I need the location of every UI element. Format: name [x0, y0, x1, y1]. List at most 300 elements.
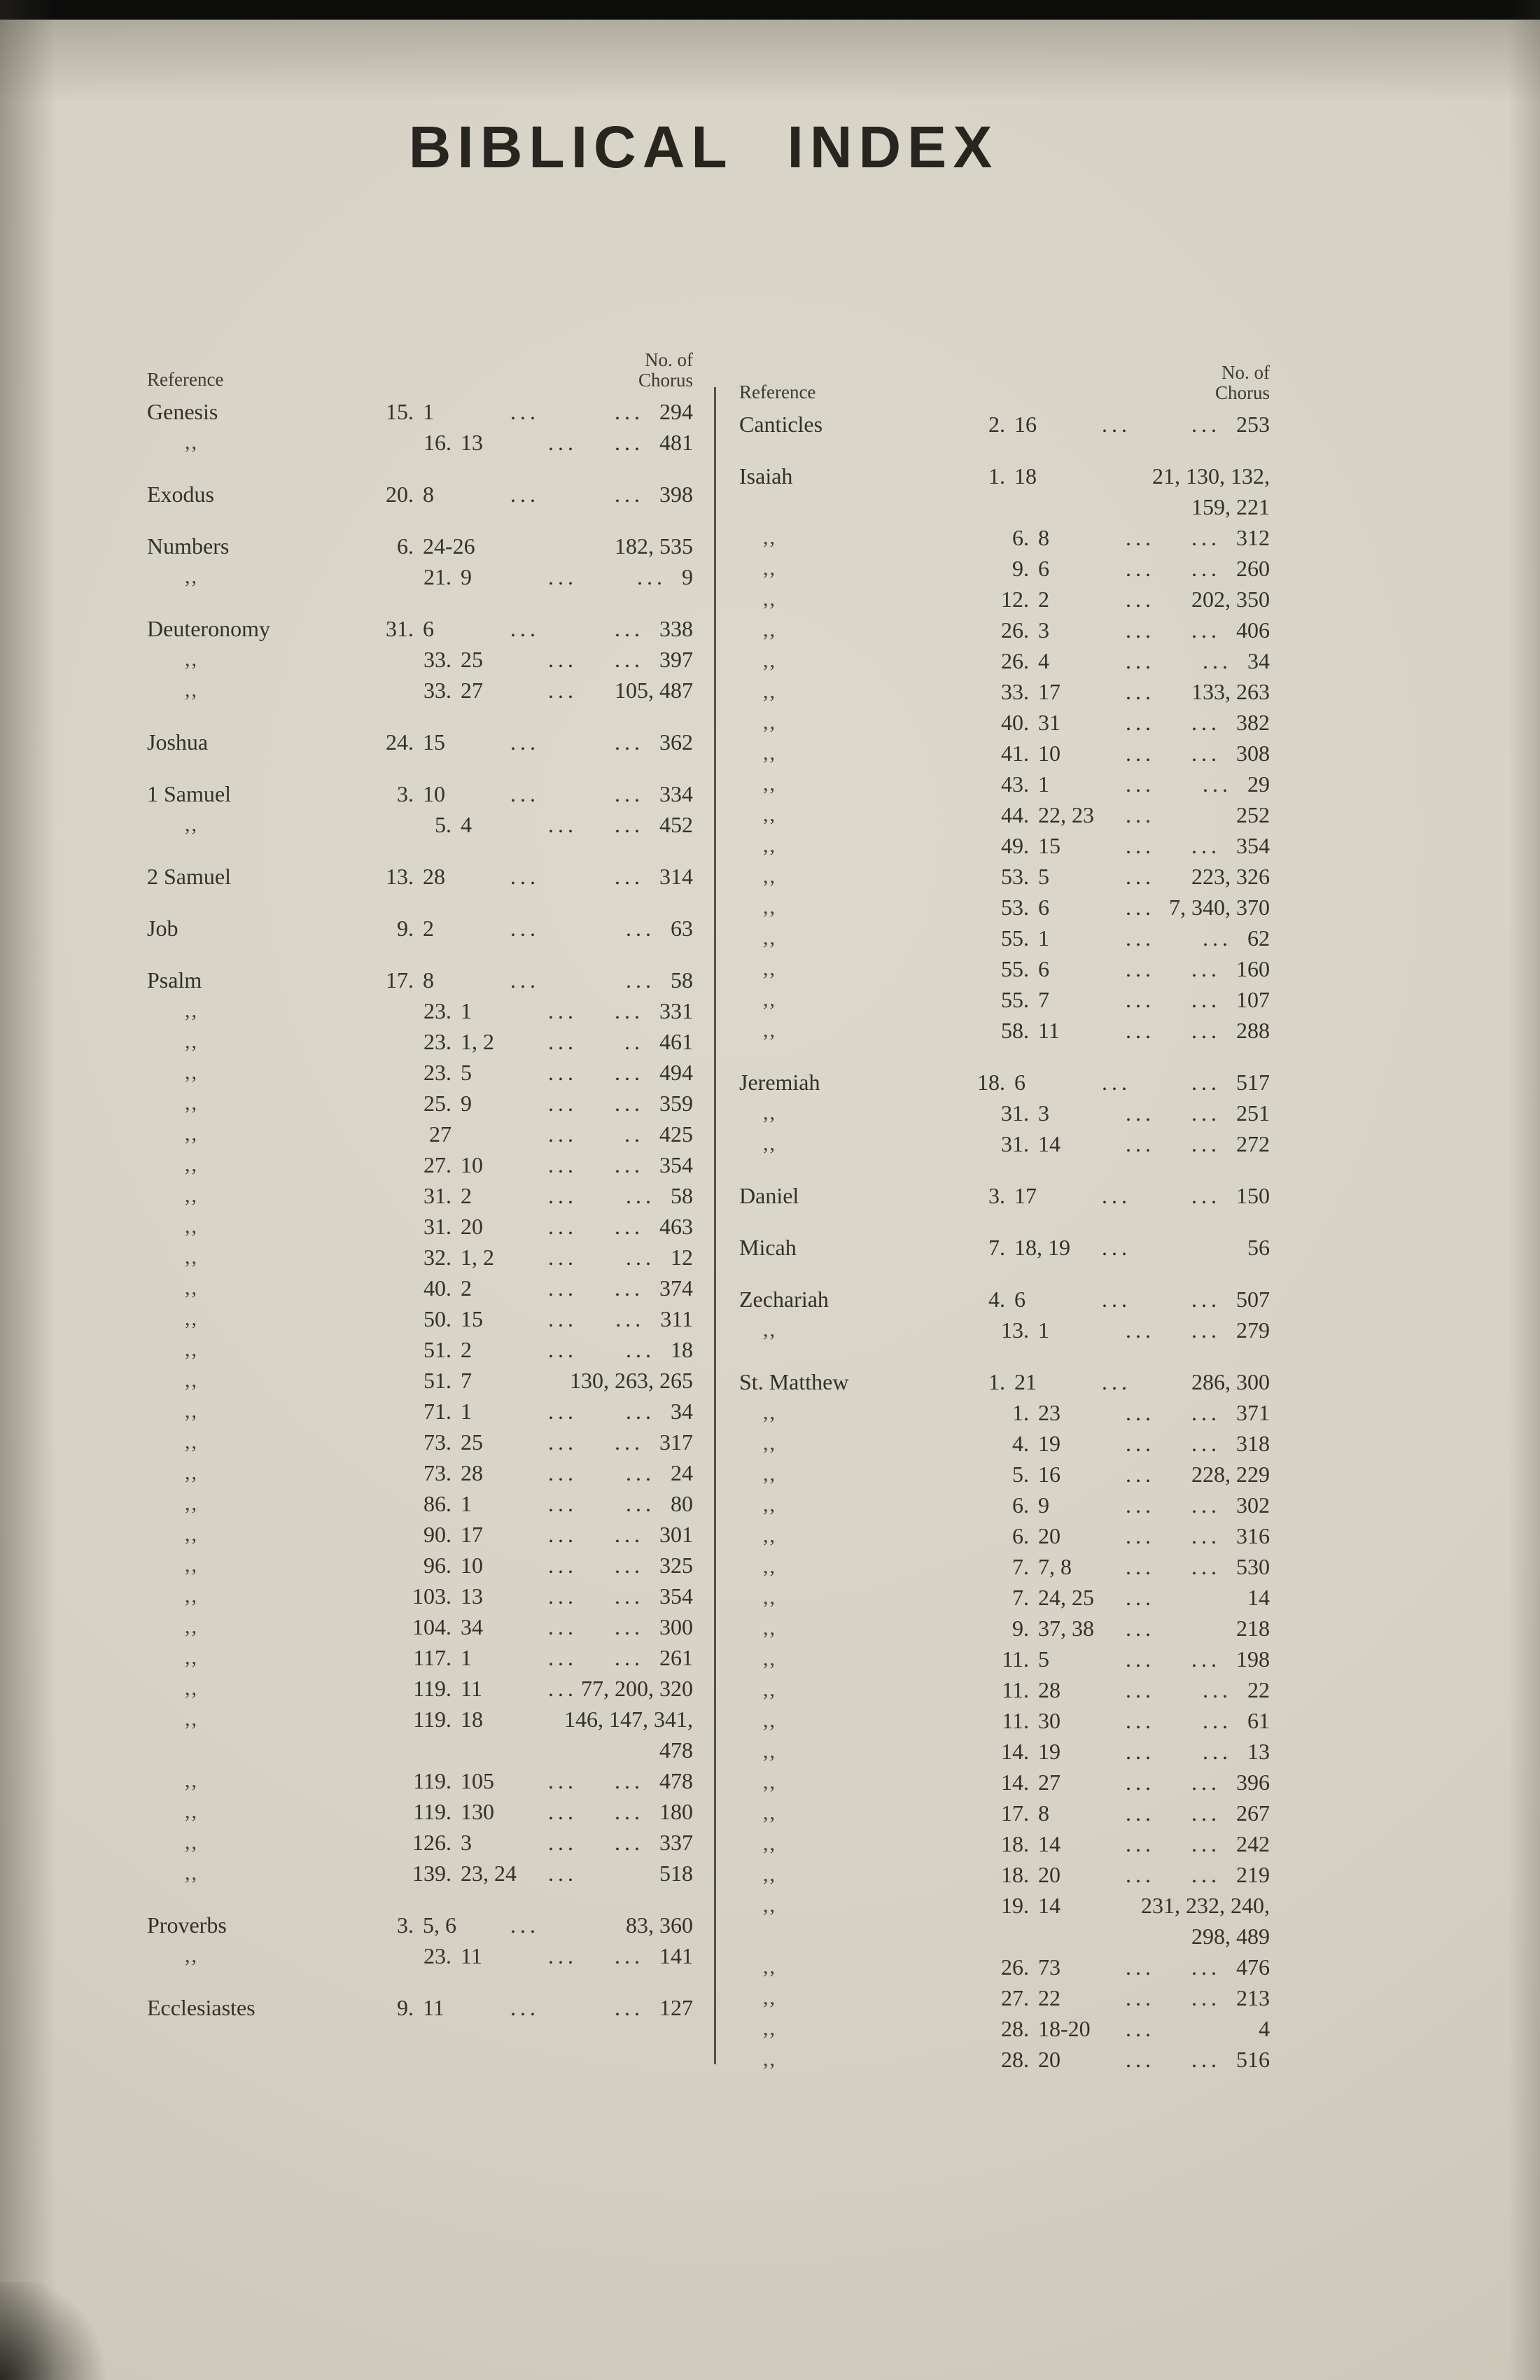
dots-leader — [544, 1180, 671, 1211]
book-group — [147, 1910, 693, 1971]
index-row — [739, 1890, 1270, 1921]
dots-group: ... — [1191, 2047, 1221, 2072]
ref-verse: 25 — [461, 647, 483, 672]
ref-verse: 17 — [1038, 679, 1060, 704]
ref-chapter: 4. — [988, 1287, 1005, 1312]
dots-group: ... — [1191, 1554, 1221, 1579]
dots-group: ... — [1102, 1070, 1131, 1095]
dots-group: ... — [1191, 741, 1221, 766]
ref-verse: 16 — [1038, 1462, 1060, 1487]
dots-leader — [544, 1519, 659, 1550]
dots-leader — [1121, 2013, 1259, 2044]
ref-chapter: 13. — [1001, 1317, 1029, 1343]
dots-group: ... — [510, 864, 540, 889]
ref-chapter: 27. — [424, 1152, 451, 1177]
chorus-numbers: 397 — [659, 647, 693, 672]
ref-verse: 2 — [461, 1337, 472, 1362]
ref-chapter: 18. — [977, 1070, 1005, 1095]
dots-leader — [544, 1273, 659, 1303]
dots-leader — [506, 778, 659, 809]
chorus-numbers: 406 — [1236, 617, 1270, 643]
index-rows-right — [739, 409, 1270, 2075]
chorus-numbers: 371 — [1236, 1400, 1270, 1425]
dots-group: ... — [548, 1060, 578, 1085]
ref-verse: 19 — [1038, 1431, 1060, 1456]
book-group — [739, 409, 1270, 440]
dots-group: ... — [1191, 1070, 1221, 1095]
ref-verse: 4 — [1038, 648, 1049, 673]
book-name: ,, — [185, 1800, 198, 1823]
dots-leader — [1121, 830, 1236, 861]
dots-group: ... — [615, 399, 644, 424]
ref-chapter: 18. — [1001, 1862, 1029, 1887]
dots-group: ... — [1203, 1739, 1232, 1764]
book-name: ,, — [763, 1555, 776, 1578]
index-row — [739, 1366, 1270, 1397]
ref-verse: 17 — [1014, 1183, 1037, 1208]
dots-group: ... — [615, 864, 644, 889]
chorus-numbers: 63 — [671, 916, 693, 941]
book-group — [739, 1180, 1270, 1211]
book-name: Genesis — [147, 399, 218, 424]
dots-leader — [1098, 1366, 1191, 1397]
index-row-continuation — [739, 491, 1270, 522]
dots-group: ... — [1191, 1492, 1221, 1518]
chorus-numbers: 362 — [659, 729, 693, 755]
dots-leader — [1098, 1180, 1236, 1211]
ref-verse: 23, 24 — [461, 1861, 517, 1886]
chorus-numbers: 382 — [1236, 710, 1270, 735]
index-row — [147, 1088, 693, 1119]
ref-chapter: 31. — [1001, 1131, 1029, 1156]
book-name: ,, — [185, 1399, 198, 1422]
book-name: Proverbs — [147, 1912, 227, 1938]
dots-leader — [544, 1119, 659, 1149]
dots-group: ... — [1191, 1131, 1221, 1156]
dots-leader — [1121, 1952, 1236, 1982]
book-name: ,, — [763, 1647, 776, 1670]
ref-verse: 28 — [1038, 1677, 1060, 1702]
book-name: ,, — [185, 1060, 198, 1084]
dots-group: ... — [1126, 556, 1155, 581]
dots-group: ... — [1126, 1862, 1155, 1887]
dots-leader — [544, 1457, 671, 1488]
dots-group: ... — [1191, 1831, 1221, 1856]
dots-group: ... — [1126, 1554, 1155, 1579]
ref-chapter: 23. — [424, 1060, 451, 1085]
dots-group: ... — [1126, 525, 1155, 550]
ref-verse: 28 — [423, 864, 445, 889]
ref-verse: 14 — [1038, 1131, 1060, 1156]
chorus-numbers: 398 — [659, 482, 693, 507]
ref-chapter: 44. — [1001, 802, 1029, 827]
scan-right-shadow — [1508, 0, 1540, 2380]
ref-chapter: 73. — [424, 1460, 451, 1485]
book-name: ,, — [185, 1646, 198, 1669]
dots-group: ... — [548, 1645, 578, 1670]
dots-group: ... — [548, 1830, 578, 1855]
chorus-numbers: 318 — [1236, 1431, 1270, 1456]
index-row — [739, 1284, 1270, 1315]
chorus-numbers: 24 — [671, 1460, 693, 1485]
dots-group: ... — [1126, 1585, 1155, 1610]
ref-chapter: 53. — [1001, 864, 1029, 889]
book-group — [147, 479, 693, 510]
book-name: ,, — [763, 618, 776, 641]
dots-group: ... — [615, 1614, 644, 1639]
ref-verse: 34 — [461, 1614, 483, 1639]
book-name: ,, — [185, 1461, 198, 1484]
chorus-numbers: 507 — [1236, 1287, 1270, 1312]
dots-leader — [1121, 1459, 1191, 1490]
dots-group: ... — [1102, 1369, 1131, 1394]
ref-verse: 23 — [1038, 1400, 1060, 1425]
index-row — [739, 830, 1270, 861]
column-header-right — [739, 363, 1270, 403]
dots-leader — [1121, 738, 1236, 769]
index-row — [739, 1490, 1270, 1520]
index-row — [739, 1705, 1270, 1736]
dots-group: ... — [615, 616, 644, 641]
ref-verse: 37, 38 — [1038, 1616, 1094, 1641]
dots-group: ... — [1191, 1646, 1221, 1672]
index-row — [739, 1828, 1270, 1859]
chorus-numbers: 481 — [659, 430, 693, 455]
dots-leader — [1121, 953, 1236, 984]
dots-leader — [544, 809, 659, 840]
reference-header: Reference — [739, 382, 816, 402]
index-row — [739, 615, 1270, 645]
ref-chapter: 24. — [386, 729, 414, 755]
dots-group: ... — [615, 1091, 644, 1116]
book-name: ,, — [763, 1955, 776, 1978]
index-row — [739, 1232, 1270, 1263]
ref-verse: 9 — [461, 564, 472, 589]
chorus-numbers: 231, 232, 240, — [1141, 1893, 1270, 1918]
ref-chapter: 104. — [412, 1614, 451, 1639]
dots-leader — [544, 1704, 564, 1735]
dots-leader — [1121, 615, 1236, 645]
book-group — [147, 778, 693, 840]
dots-group: ... — [548, 564, 578, 589]
dots-group: ... — [548, 1429, 578, 1455]
index-row — [739, 461, 1270, 491]
dots-leader — [1121, 984, 1236, 1015]
index-row — [739, 1459, 1270, 1490]
book-name: ,, — [185, 1830, 198, 1854]
book-name: Ecclesiastes — [147, 1995, 255, 2020]
dots-group: ... — [626, 1399, 655, 1424]
chorus-numbers: 14 — [1247, 1585, 1270, 1610]
index-row — [147, 1992, 693, 2023]
dots-group: ... — [1126, 1677, 1155, 1702]
dots-leader — [1121, 707, 1236, 738]
index-row — [739, 1674, 1270, 1705]
dots-group: ... — [1191, 617, 1221, 643]
dots-group: ... — [548, 647, 578, 672]
dots-group: ... — [548, 1306, 578, 1331]
ref-chapter: 32. — [424, 1245, 451, 1270]
ref-verse: 16 — [1014, 412, 1037, 437]
dots-group: ... — [1191, 525, 1221, 550]
dots-group: ... — [548, 1553, 578, 1578]
ref-chapter: 40. — [424, 1275, 451, 1301]
ref-verse: 1, 2 — [461, 1245, 494, 1270]
index-row — [147, 1827, 693, 1858]
book-name: ,, — [763, 1678, 776, 1701]
book-name: ,, — [185, 1091, 198, 1114]
chorus-numbers: 374 — [659, 1275, 693, 1301]
index-row — [147, 1704, 693, 1735]
no-of-chorus-header — [1215, 363, 1270, 403]
dots-leader — [1121, 1015, 1236, 1046]
index-row — [147, 727, 693, 757]
ref-verse: 6 — [1038, 895, 1049, 920]
dots-leader — [1121, 1428, 1236, 1459]
dots-group: ... — [1102, 1183, 1131, 1208]
ref-verse: 27 — [461, 678, 483, 703]
dots-group: ... — [1126, 1800, 1155, 1826]
dots-group: .. — [624, 1121, 644, 1147]
ref-verse: 13 — [461, 1583, 483, 1609]
book-name: ,, — [763, 772, 776, 795]
dots-group: ... — [1126, 802, 1155, 827]
index-row — [147, 1026, 693, 1057]
book-name: Exodus — [147, 482, 214, 507]
index-row — [147, 1611, 693, 1642]
ref-verse: 3 — [1038, 617, 1049, 643]
column-divider-rule — [714, 387, 716, 2064]
dots-group: ... — [548, 1245, 578, 1270]
index-row — [147, 1211, 693, 1242]
chorus-numbers: 146, 147, 341, — [564, 1707, 693, 1732]
ref-chapter: 27 — [429, 1121, 451, 1147]
ref-chapter: 14. — [1001, 1739, 1029, 1764]
chorus-numbers: 517 — [1236, 1070, 1270, 1095]
dots-group: ... — [548, 1768, 578, 1793]
index-row — [147, 809, 693, 840]
chorus-numbers: 130, 263, 265 — [570, 1368, 693, 1393]
dots-group: ... — [1126, 1708, 1155, 1733]
dots-group: ... — [626, 1245, 655, 1270]
dots-group: ... — [615, 1152, 644, 1177]
dots-leader — [1121, 1798, 1236, 1828]
dots-group: ... — [548, 1214, 578, 1239]
ref-chapter: 6. — [1012, 525, 1029, 550]
dots-leader — [1121, 799, 1236, 830]
index-row — [739, 861, 1270, 892]
book-name: ,, — [763, 587, 776, 610]
dots-leader — [506, 613, 659, 644]
dots-leader — [1098, 1232, 1247, 1263]
dots-leader — [544, 427, 659, 458]
book-name: St. Matthew — [739, 1369, 849, 1394]
dots-leader — [544, 1611, 659, 1642]
dots-group: ... — [1191, 1287, 1221, 1312]
book-group — [739, 1232, 1270, 1263]
ref-chapter: 33. — [424, 678, 451, 703]
chorus-numbers: 182, 535 — [615, 533, 693, 559]
dots-group: ... — [548, 1676, 578, 1701]
chorus-numbers: 34 — [671, 1399, 693, 1424]
dots-group: ... — [1126, 956, 1155, 981]
dots-leader — [544, 1581, 659, 1611]
dots-group: ... — [1191, 412, 1221, 437]
ref-verse: 6 — [1014, 1287, 1026, 1312]
chorus-numbers: 317 — [659, 1429, 693, 1455]
chorus-numbers: 127 — [659, 1995, 693, 2020]
dots-leader — [544, 561, 682, 592]
chorus-numbers: 251 — [1236, 1100, 1270, 1126]
dots-group: ... — [1126, 2016, 1155, 2041]
index-row — [739, 1644, 1270, 1674]
dots-group: ... — [1126, 710, 1155, 735]
index-row — [739, 1859, 1270, 1890]
index-row — [147, 913, 693, 944]
dots-group: ... — [1126, 1646, 1155, 1672]
dots-group: ... — [1191, 1100, 1221, 1126]
dots-leader — [1121, 1674, 1247, 1705]
dots-leader — [1121, 1982, 1236, 2013]
chorus-numbers: 141 — [659, 1943, 693, 1968]
index-row — [739, 1551, 1270, 1582]
book-name: ,, — [185, 1861, 198, 1884]
no-of-label: No. of — [1222, 362, 1270, 383]
index-row — [739, 409, 1270, 440]
chorus-numbers: 300 — [659, 1614, 693, 1639]
ref-chapter: 55. — [1001, 925, 1029, 951]
ref-chapter: 6. — [1012, 1523, 1029, 1548]
index-row — [147, 644, 693, 675]
dots-group: ... — [548, 1121, 578, 1147]
dots-group: ... — [548, 1091, 578, 1116]
ref-chapter: 9. — [397, 1995, 414, 2020]
ref-chapter: 33. — [1001, 679, 1029, 704]
chorus-numbers: 180 — [659, 1799, 693, 1824]
ref-chapter: 5. — [435, 812, 451, 837]
dots-leader — [1121, 892, 1169, 923]
ref-verse: 5, 6 — [423, 1912, 456, 1938]
ref-chapter: 26. — [1001, 1954, 1029, 1980]
dots-group: ... — [548, 1861, 578, 1886]
index-row — [739, 799, 1270, 830]
index-row — [147, 1796, 693, 1827]
ref-verse: 1 — [1038, 925, 1049, 951]
dots-group: ... — [1126, 648, 1155, 673]
dots-leader — [544, 1940, 659, 1971]
ref-verse: 6 — [1014, 1070, 1026, 1095]
chorus-numbers: 261 — [659, 1645, 693, 1670]
index-row — [147, 995, 693, 1026]
ref-chapter: 7. — [1012, 1585, 1029, 1610]
dots-leader — [1121, 1490, 1236, 1520]
index-row — [147, 1149, 693, 1180]
book-name: ,, — [185, 1245, 198, 1268]
dots-group: ... — [1126, 987, 1155, 1012]
ref-verse: 6 — [1038, 956, 1049, 981]
book-name: ,, — [185, 1214, 198, 1238]
index-row — [739, 1397, 1270, 1428]
dots-group: ... — [1126, 1492, 1155, 1518]
dots-leader — [506, 727, 659, 757]
index-row — [739, 1798, 1270, 1828]
book-name: ,, — [185, 1553, 198, 1576]
dots-group: ... — [1126, 1131, 1155, 1156]
ref-chapter: 51. — [424, 1337, 451, 1362]
index-row — [147, 613, 693, 644]
dots-group: ... — [548, 812, 578, 837]
dots-group: ... — [615, 1645, 644, 1670]
chorus-numbers: 331 — [659, 998, 693, 1023]
book-name: ,, — [763, 803, 776, 826]
chorus-numbers: 62 — [1247, 925, 1270, 951]
ref-chapter: 9. — [1012, 556, 1029, 581]
chorus-numbers: 301 — [659, 1522, 693, 1547]
index-row — [739, 984, 1270, 1015]
chorus-numbers: 461 — [659, 1029, 693, 1054]
no-of-label: No. of — [645, 349, 693, 370]
reference-header: Reference — [147, 369, 224, 390]
dots-leader — [544, 1796, 659, 1827]
ref-chapter: 27. — [1001, 1985, 1029, 2010]
ref-verse: 18, 19 — [1014, 1235, 1070, 1260]
ref-verse: 11 — [1038, 1018, 1060, 1043]
ref-verse: 8 — [423, 482, 434, 507]
ref-verse: 5 — [1038, 1646, 1049, 1672]
ref-chapter: 7. — [1012, 1554, 1029, 1579]
book-name: ,, — [185, 1676, 198, 1700]
dots-group: ... — [548, 430, 578, 455]
index-row — [147, 1488, 693, 1519]
ref-verse: 2 — [423, 916, 434, 941]
ref-verse: 31 — [1038, 710, 1060, 735]
book-group — [739, 461, 1270, 1046]
dots-leader — [1121, 1859, 1236, 1890]
ref-verse: 10 — [1038, 741, 1060, 766]
chorus-numbers: 58 — [671, 1183, 693, 1208]
ref-verse: 2 — [461, 1183, 472, 1208]
dots-leader — [544, 1765, 659, 1796]
chorus-numbers: 253 — [1236, 412, 1270, 437]
book-group — [147, 1992, 693, 2023]
ref-chapter: 119. — [413, 1707, 451, 1732]
ref-verse: 1 — [461, 1645, 472, 1670]
ref-chapter: 90. — [424, 1522, 451, 1547]
dots-group: ... — [510, 616, 540, 641]
dots-leader — [544, 1550, 659, 1581]
ref-verse: 13 — [461, 430, 483, 455]
dots-group: ... — [615, 430, 644, 455]
ref-chapter: 21. — [424, 564, 451, 589]
index-row — [147, 675, 693, 706]
ref-verse: 22 — [1038, 1985, 1060, 2010]
dots-leader — [506, 965, 671, 995]
ref-chapter: 26. — [1001, 648, 1029, 673]
ref-chapter: 11. — [1002, 1677, 1029, 1702]
chorus-numbers: 334 — [659, 781, 693, 806]
dots-leader — [1121, 1582, 1247, 1613]
ref-verse: 17 — [461, 1522, 483, 1547]
chorus-numbers: 279 — [1236, 1317, 1270, 1343]
dots-group: ... — [615, 1429, 644, 1455]
chorus-numbers: 21, 130, 132, — [1152, 463, 1270, 489]
ref-verse: 28 — [461, 1460, 483, 1485]
ref-verse: 6 — [1038, 556, 1049, 581]
chorus-numbers: 311 — [660, 1306, 693, 1331]
ref-verse: 1 — [1038, 771, 1049, 797]
ref-verse: 14 — [1038, 1893, 1060, 1918]
chorus-numbers: 354 — [659, 1152, 693, 1177]
